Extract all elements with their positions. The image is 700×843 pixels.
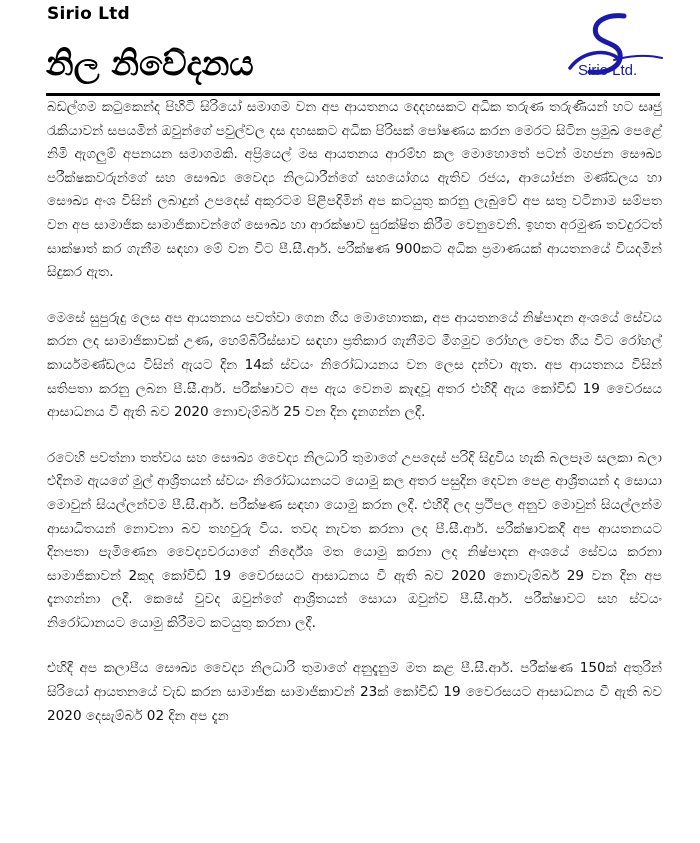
logo-caption: Sirio Ltd. [578, 62, 638, 79]
notice-paragraph: මෙසේ සුපුරුදු ලෙස අප ආයතනය පවත්වා ගෙන ගිය මොහොතක, අප ආයතනයේ නිෂ්පාදන අංශයේ සේවය කරන ලද සාමාජිකාවක් උණ, හෙම්බිරිස්සාව සඳහා ප්‍රතිකාර ගැනීමට මීගමුව රෝහල වෙත ගිය විට රෝහල් කාර්යමණ්ඩලය විසින් ඇයට දින 14ක් ස්වයං නිරෝධායනය වන ලෙස දන්වා ඇත. අප ආයතනය විසින් සතිපතා කරනු ලබන පී.සී.ආර්. පරීක්ෂාවට අප ඇය වෙනම කැඳවූ අතර එහිදී ඇය කෝවිඩ් 19 වෛරසය ආසාධනය වී ඇති බව 2020 නොවැම්බර් 25 වන දින දැනගන්න ලදී. [47, 309, 662, 421]
notice-paragraph: එහිදී අප කලාපීය සෞඛ්‍ය වෛද්‍ය නිලධාරි තුමාගේ අනුදැනුම මත කළ පී.සී.ආර්. පරීක්ෂණ 150ක් අතුරින් සිරියෝ ආයතනයේ වැඩ කරන සාමාජික සාමාජිකාවන් 23ක් කෝවිඩ් 19 වෛරසයට ආසාධනය වී ඇති බව 2020 දෙසැම්බර් 02 දින අප දැන [47, 660, 662, 724]
notice-paragraph: බඩල්ගම කටුකෙන්ද පිහිටි සිරියෝ සමාගම වන අප ආයතනය දෙදහසකට අධික තරුණ තරුණියන් හට සෘජු රැකියාවන් සපයමින් ඔවුන්ගේ පවුල්වල දස දහසකට අධික පිරිසක් පෝෂණය කරන මෙරට සිටින ප්‍රමුඛ පෙළේ නිමි ඇගලුම් අපනයන සමාගමකි. අප්‍රියෙල් මස ආයතනය ආරම්භ කල මොහොතේ පටන් මහජන සෞඛ්‍ය පරීක්ෂකවරුන්ගේ සහ සෞඛ්‍ය වෛද්‍ය නිලධාරීන්ගේ සහයෝගය ඇතිව රජය, ආයෝජන මණ්ඩලය හා සෞඛ්‍ය අංශ විසින් ලබාදුන් උපදෙස් අකුරටම පිළිපදිමින් අප කටයුතු කරනු ලැබුවේ අප සතු වටිනාම සම්පත වන අප සාමාජික සාමාජිකාවන්ගේ සෞඛ්‍ය හා ආරක්ෂාව සුරක්ෂිත කිරීම වෙනුවෙනි. ඉහත අරමුණ තවදුරටත් සාක්ෂාත් කර ගැනීම සඳහා මේ වන විට පී.සී.ආර්. පරීක්ෂණ 900කට අධික ප්‍රමාණයක් ආයතනයේ වියදමින් සිදුකර ඇත. [47, 99, 662, 281]
sirio-logo-icon [562, 12, 670, 92]
document-title: නිල නිවේදනය [46, 44, 254, 84]
company-name: Sirio Ltd [47, 4, 130, 24]
notice-paragraph: රටෙහි පවත්නා තත්වය සහ සෞඛ්‍ය වෛද්‍ය නිලධාරි තුමාගේ උපදෙස් පරිදි සිදුවිය හැකි බලපෑම සලකා බලා එදිනම ඇයගේ මුල් ආශ්‍රිතයන් ස්වයං නිරෝධායනයට යොමු කල අතර පසුදින දෙවන පෙළ ආශ්‍රිතයන් ද සොයා මොවුන් සියල්ලන්වම පී.සී.ආර්. පරීක්ෂණ සඳහා යොමු කරන ලදී. එහිදී ලද ප්‍රථිපල අනුව මොවුන් සියල්ලන්ම ආසාධිතයන් නොවනා බව තහවුරු විය. තවද නැවත කරනා ලද පී.සී.ආර්. පරීක්ෂාවකදී අප ආයතනයට දිනපතා පැමිණෙන වෛද්‍යවරයාගේ නිර්දේශ මත යොමු කරනා ලද නිෂ්පාදන අංශයේ සේවය කරනා සාමාජිකාවන් 2කුද කෝවිඩ් 19 වෛරසයට ආසාධනය වී ඇති බව 2020 නොවැම්බර් 29 වන දින අප දැනගන්නා ලදී. කෙසේ වුවද ඔවුන්ගේ ආශ්‍රිතයන් සොයා ඔවුන්ව පී.සී.ආර්. පරීක්ෂාවට සහ ස්වයං නිරෝධානයට යොමු කිරීමට කටයුතු කරනා ලදී. [47, 449, 662, 631]
notice-body [47, 96, 662, 750]
